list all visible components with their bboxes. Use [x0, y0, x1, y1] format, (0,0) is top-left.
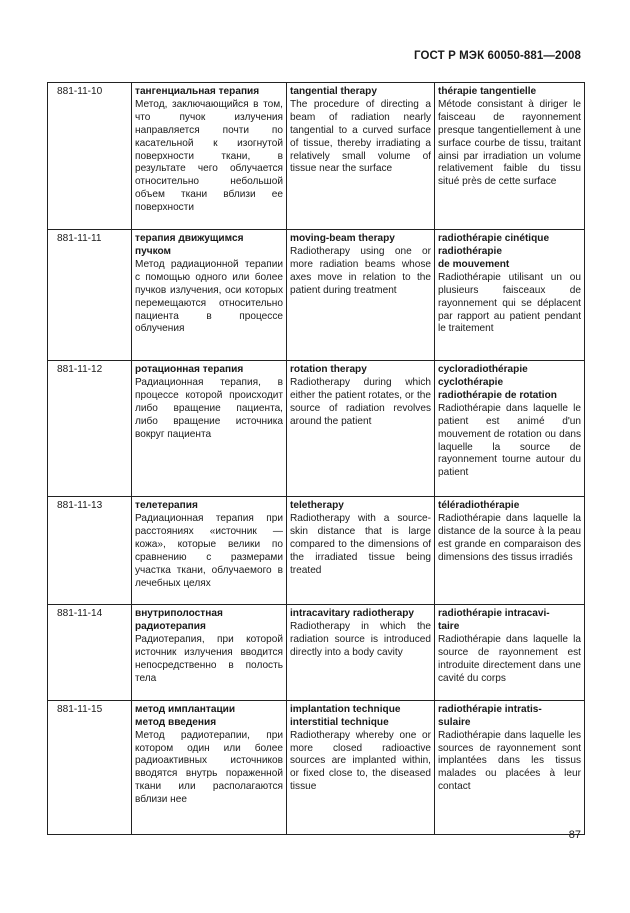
- term-name-line: radiothérapie cinétique: [438, 233, 550, 245]
- term-name-line: téléradiothérapie: [438, 500, 520, 512]
- term-cell-fr: [435, 83, 585, 230]
- term-code: 881-11-15: [48, 700, 132, 834]
- term-cell-fr: [435, 700, 585, 834]
- term-row: [48, 700, 585, 834]
- term-cell-ru: [132, 230, 287, 361]
- term-row: [48, 230, 585, 361]
- standard-header: ГОСТ Р МЭК 60050-881—2008: [414, 50, 581, 62]
- term-definition: Метод радиационной терапии с помощью одного или более пучков излучения, оси которых перемещаются относительно пациента в процессе облучения: [135, 258, 283, 335]
- term-code: 881-11-13: [48, 497, 132, 605]
- term-cell-ru: [132, 700, 287, 834]
- term-name-line: терапия движущимся: [135, 233, 244, 245]
- term-name-line: метод имплантации: [135, 703, 236, 715]
- term-row: [48, 497, 585, 605]
- term-name-line: метод введения: [135, 716, 217, 728]
- term-definition: Métode consistant à diriger le faisceau de rayonnement presque tangentiellement à une surface courbe de tissu, traitant ainsi par irradiation un volume relativement faible du tissu situé près de cette surface: [438, 98, 581, 188]
- term-name: [438, 704, 581, 730]
- term-row: [48, 361, 585, 497]
- term-name-line: radiothérapie intratis-: [438, 703, 542, 715]
- term-definition: Radiotherapy with a source-skin distance that is large compared to the dimensions of the irradiated tissue being treated: [290, 512, 431, 576]
- term-name-line: cyclothérapie: [438, 376, 504, 388]
- term-name: [135, 86, 283, 99]
- term-name-line: радиотерапия: [135, 621, 206, 633]
- term-definition: Radiothérapie dans laquelle les sources de rayonnement sont implantées dans les tissus malades ou placées à leur contact: [438, 729, 581, 793]
- term-definition: Radiothérapie dans laquelle le patient est animé d'un mouvement de rotation ou dans laquelle la source de rayonnement tourne autour du patient: [438, 402, 581, 479]
- term-code: 881-11-12: [48, 361, 132, 497]
- term-name: [135, 500, 283, 513]
- term-definition: Radiotherapy in which the radiation source is introduced directly into a body cavity: [290, 621, 431, 659]
- term-name: [135, 704, 283, 730]
- term-cell-en: [287, 700, 435, 834]
- term-name: [290, 500, 431, 513]
- term-name-line: rotation therapy: [290, 364, 367, 376]
- term-name-line: intracavitary radiotherapy: [290, 608, 414, 620]
- term-cell-en: [287, 605, 435, 700]
- term-name: [438, 233, 581, 272]
- term-definition: Radiothérapie utilisant un ou plusieurs faisceaux de rayonnement qui se déplacent par rapport au patient pendant le traitement: [438, 271, 581, 335]
- term-name: [135, 608, 283, 634]
- term-name-line: interstitial technique: [290, 716, 389, 728]
- term-definition: Radiotherapy during which either the patient rotates, or the source of radiation revolves around the patient: [290, 376, 431, 427]
- term-definition: Метод радиотерапии, при котором один или более радиоактивных источников вводятся внутрь пораженной ткани или располагаются вблизи нее: [135, 729, 283, 806]
- term-name: [438, 608, 581, 634]
- term-name-line: sulaire: [438, 716, 471, 728]
- term-cell-en: [287, 361, 435, 497]
- term-name-line: moving-beam therapy: [290, 233, 395, 245]
- term-name-line: de mouvement: [438, 258, 510, 270]
- page-number: 87: [568, 829, 581, 841]
- term-code: 881-11-14: [48, 605, 132, 700]
- term-cell-ru: [132, 83, 287, 230]
- term-name-line: thérapie tangentielle: [438, 86, 537, 97]
- term-name-line: телетерапия: [135, 500, 198, 512]
- term-name: [438, 500, 581, 513]
- term-cell-fr: [435, 497, 585, 605]
- term-name: [438, 364, 581, 403]
- term-name-line: teletherapy: [290, 500, 344, 512]
- term-name: [290, 233, 431, 246]
- term-name-line: tangential therapy: [290, 86, 377, 97]
- term-name-line: пучком: [135, 245, 171, 257]
- term-name: [438, 86, 581, 99]
- term-code: 881-11-11: [48, 230, 132, 361]
- term-name-line: внутриполостная: [135, 608, 223, 620]
- term-definition: Радиационная терапия, в процессе которой происходит либо вращение пациента, либо вращение источника вокруг пациента: [135, 376, 283, 440]
- term-definition: Radiothérapie dans laquelle la source de rayonnement est introduite directement dans une cavité du corps: [438, 634, 581, 684]
- term-cell-ru: [132, 497, 287, 605]
- terms-table: [47, 82, 585, 835]
- term-cell-fr: [435, 361, 585, 497]
- term-definition: Radiotherapy using one or more radiation beams whose axes move in relation to the patient during treatment: [290, 245, 431, 296]
- term-definition: Радиационная терапия при расстояниях «источник — кожа», которые велики по сравнению с размерами участка ткани, облучаемого в лечебных целях: [135, 512, 283, 589]
- term-name-line: cycloradiothérapie: [438, 364, 528, 376]
- term-row: [48, 83, 585, 230]
- term-name-line: radiothérapie de rotation: [438, 389, 557, 401]
- term-definition: Radiotherapy whereby one or more closed radioactive sources are implanted within, or fixed close to, the diseased tissue: [290, 729, 431, 793]
- term-name: [290, 86, 431, 99]
- term-name: [135, 233, 283, 259]
- term-name: [135, 364, 283, 377]
- term-code: 881-11-10: [48, 83, 132, 230]
- term-cell-fr: [435, 230, 585, 361]
- term-name-line: тангенциальная терапия: [135, 86, 260, 97]
- term-definition: Радиотерапия, при которой источник излучения вводится непосредственно в полость тела: [135, 634, 283, 684]
- term-definition: Метод, заключающийся в том, что пучок излучения направляется почти по касательной к изогнутой поверхности ткани, в результате чего облучается относительно небольшой объем ткани вблизи ее поверхности: [135, 98, 283, 214]
- term-name-line: ротационная терапия: [135, 364, 244, 376]
- term-name-line: radiothérapie intracavi-: [438, 608, 550, 620]
- term-cell-en: [287, 497, 435, 605]
- term-name: [290, 364, 431, 377]
- term-definition: The procedure of directing a beam of radiation nearly tangential to a curved surface of tissue, thereby irradiating a relatively small volume of tissue near the surface: [290, 98, 431, 175]
- term-cell-ru: [132, 361, 287, 497]
- term-cell-en: [287, 230, 435, 361]
- term-cell-ru: [132, 605, 287, 700]
- term-row: [48, 605, 585, 700]
- term-name-line: taire: [438, 621, 460, 633]
- term-name-line: implantation technique: [290, 703, 401, 715]
- term-name-line: radiothérapie: [438, 245, 502, 257]
- term-definition: Radiothérapie dans laquelle la distance de la source à la peau est grande en comparaison des dimensions des tissus irradiés: [438, 512, 581, 563]
- term-name: [290, 704, 431, 730]
- term-cell-en: [287, 83, 435, 230]
- term-cell-fr: [435, 605, 585, 700]
- term-name: [290, 608, 431, 621]
